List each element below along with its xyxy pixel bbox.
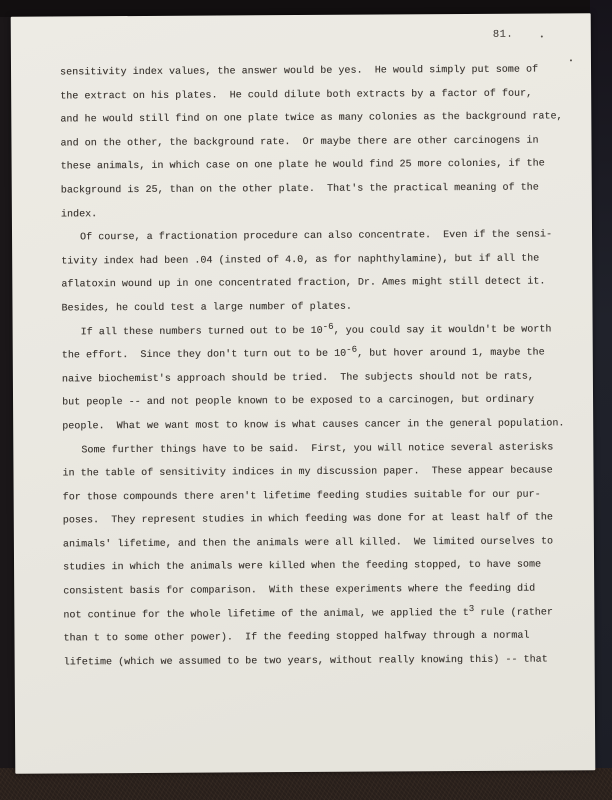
- text-line: not continue for the whole lifetime of the animal, we applied the $t^3$ rule (rather: [63, 603, 553, 622]
- text-line: and on the other, the background rate. Or maybe there are other carcinogens in: [60, 135, 539, 150]
- superscript: -6: [322, 321, 334, 332]
- text-line: background is 25, than on the other plate. That's the practical meaning of the: [60, 182, 539, 197]
- text-line: Of course, a fractionation procedure can also concentrate. Even if the sensi-: [80, 229, 553, 244]
- text-line: for those compounds there aren't lifetime feeding studies suitable for our pur-: [62, 489, 541, 504]
- text-line: index.: [60, 208, 98, 221]
- text-line: the effort. Since they don't turn out to be $10^{-6}$, but hover around 1, maybe the: [61, 344, 545, 362]
- document-page: [11, 13, 596, 774]
- text-line: studies in which the animals were killed when the feeding stopped, to have some: [63, 560, 542, 574]
- text-line: the extract on his plates. He could dilute both extracts by a factor of four,: [60, 88, 533, 103]
- page-number: 81.: [492, 28, 514, 41]
- text-line: naive biochemist's approach should be tried. The subjects should not be rats,: [61, 371, 534, 386]
- text-line: poses. They represent studies in which feeding was done for at least half of the: [62, 512, 553, 527]
- text-line: consistent basis for comparison. With these experiments where the feeding did: [63, 583, 536, 598]
- text-line: animals' lifetime, and then the animals were all killed. We limited ourselves to: [62, 536, 554, 551]
- text-line: tivity index had been .04 (insted of 4.0, as for naphthylamine), but if all the: [61, 253, 540, 268]
- text-line: people. What we want most to know is what causes cancer in the general population.: [62, 418, 565, 433]
- text-line: If all these numbers turned out to be $10^{-6}$, you could say it wouldn't be worth: [80, 321, 552, 338]
- superscript: 3: [468, 603, 475, 614]
- text-line: Besides, he could test a large number of plates.: [61, 301, 352, 315]
- text-line: than t to some other power). If the feeding stopped halfway through a normal: [63, 630, 530, 645]
- text-line: lifetime (which we assumed to be two years, without really knowing this) -- that: [63, 654, 548, 669]
- superscript: -6: [346, 344, 358, 355]
- text-line: in the table of sensitivity indices in my discussion paper. These appear because: [62, 465, 553, 480]
- text-line: aflatoxin wound up in one concentrated fraction, Dr. Ames might still detect it.: [61, 276, 546, 291]
- text-line: sensitivity index values, the answer would be yes. He would simply put some of: [60, 64, 539, 79]
- document-text: [60, 58, 579, 675]
- text-line: and he would still find on one plate twice as many colonies as the background rate,: [60, 111, 563, 126]
- text-line: these animals, in which case on one plate he would find 25 more colonies, if the: [60, 158, 545, 173]
- text-line: Some further things have to be said. First, you will notice several asterisks: [81, 441, 554, 456]
- paper-speck: [541, 36, 543, 38]
- text-line: but people -- and not people known to be exposed to a carcinogen, but ordinary: [62, 394, 535, 409]
